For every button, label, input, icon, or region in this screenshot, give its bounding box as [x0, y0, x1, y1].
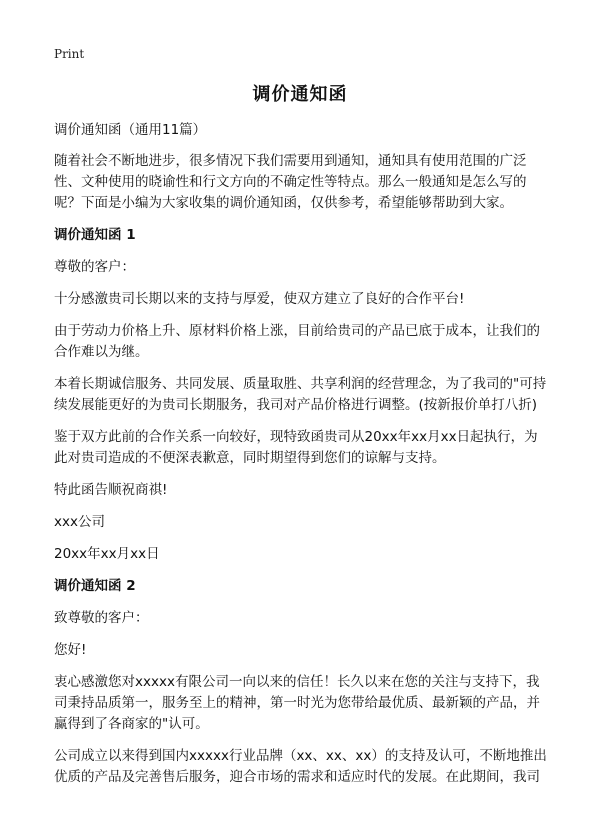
section-2-paragraph-1: 衷心感激您对xxxxx有限公司一向以来的信任！长久以来在您的关注与支持下，我司秉持品质第一，服务至上的精神，第一时光为您带给最优质、最新颖的产品，并赢得到了各商家的"认可。 — [54, 674, 540, 732]
section-1-paragraph-4: 鉴于双方此前的合作关系一向较好，现特致函贵司从20xx年xx月xx日起执行，为此对贵司造成的不便深表歉意，同时期望得到您们的谅解与支持。 — [54, 429, 538, 466]
document-body — [54, 120, 550, 799]
section-1-company: xxx公司 — [54, 514, 105, 530]
section-1-greeting: 尊敬的客户： — [54, 259, 135, 275]
section-1-closing: 特此函告顺祝商祺! — [54, 482, 168, 498]
section-2-greeting: 致尊敬的客户： — [54, 610, 149, 626]
section-2-hello: 您好! — [54, 642, 87, 658]
section-1-date: 20xx年xx月xx日 — [54, 546, 160, 562]
intro-paragraph: 随着社会不断地进步，很多情况下我们需要用到通知，通知具有使用范围的广泛性、文种使用的晓谕性和行文方向的不确定性等特点。那么一般通知是怎么写的呢？下面是小编为大家收集的调价通知函，仅供参考，希望能够帮助到大家。 — [54, 153, 527, 211]
section-1-paragraph-3: 本着长期诚信服务、共同发展、质量取胜、共享利润的经营理念，为了我司的"可持续发展能更好的为贵司长期服务，我司对产品价格进行调整。(按新报价单打八折) — [54, 376, 547, 413]
page-title: 调价通知函 — [252, 84, 348, 105]
print-link[interactable]: Print — [54, 47, 85, 61]
section-2-paragraph-2: 公司成立以来得到国内xxxxx行业品牌（xx、xx、xx）的支持及认可，不断地推出优质的产品及完善售后服务，迎合市场的需求和适应时代的发展。在此期间，我司 — [54, 748, 547, 785]
section-1-paragraph-1: 十分感激贵司长期以来的支持与厚爱，使双方建立了良好的合作平台! — [54, 291, 465, 307]
section-1-paragraph-2: 由于劳动力价格上升、原材料价格上涨，目前给贵司的产品已底于成本，让我们的合作难以为继。 — [54, 323, 540, 360]
section-2-heading: 调价通知函 2 — [54, 578, 136, 594]
section-1-heading: 调价通知函 1 — [54, 227, 136, 243]
document-subtitle: 调价通知函（通用11篇） — [54, 122, 207, 138]
